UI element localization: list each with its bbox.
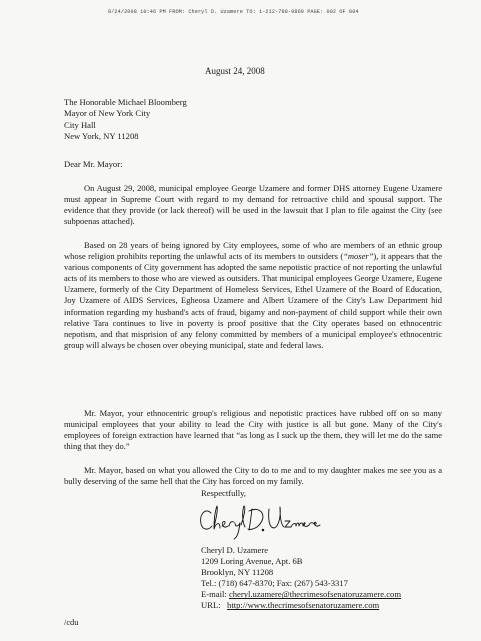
moser-term: “moser”: [343, 251, 374, 262]
letter-date: August 24, 2008: [205, 66, 265, 76]
handwritten-signature: [197, 497, 322, 541]
sender-street: 1209 Loring Avenue, Apt. 6B: [201, 556, 303, 567]
sender-phone: Tel.: (718) 647-8370; Fax: (267) 543-3317: [201, 578, 348, 589]
salutation: Dear Mr. Mayor:: [64, 159, 123, 169]
url-label: URL:: [201, 600, 221, 611]
typist-initials: /cdu: [64, 618, 79, 627]
body-paragraph-2: [64, 240, 442, 351]
email-link[interactable]: cheryl.uzamere@thecrimesofsenatoruzamere.com: [228, 589, 401, 600]
body-paragraph-1: On August 29, 2008, municipal employee George Uzamere and former DHS attorney Eugene Uzamere must appear in Supreme Court with regard to my demand for retroactive child and spousal support. The evidence that they provide (or lack thereof) will be used in the lawsuit that I plan to file against the City (see subpoenas attached).: [64, 183, 442, 227]
email-label: E-mail:: [201, 589, 227, 600]
recipient-title: Mayor of New York City: [64, 108, 151, 119]
sender-name: Cheryl D. Uzamere: [201, 545, 269, 555]
sender-email-line: [201, 589, 401, 600]
paragraph-2-text-end: ), it appears that the various components of City government has adopted the same nepotistic practice of not reporting the unlawful acts of its members to those who are viewed as outsiders. That municipal employees George Uzamere, Eugene Uzamere, formerly of the City Department of Homeless Services, Ethel Uzamere of the Board of Education, Joy Uzamere of AIDS Services, Egheosa Uzamere and Albert Uzamere of the City's Law Department hid information regarding my husband's acts of fraud, bigamy and non-payment of child support while their own relative Tara continues to live in poverty is proof positive that the City operates based on ethnocentric nepotism, and that misprision of any felony committed by members of a municipal employee's ethnocentric group will always be chosen over obeying municipal, state and federal laws.: [64, 251, 442, 350]
website-link[interactable]: http://www.thecrimesofsenatoruzamere.com: [227, 600, 380, 611]
recipient-office: City Hall: [64, 119, 96, 130]
signature-block: [201, 545, 401, 612]
recipient-address: [64, 97, 187, 143]
recipient-city: New York, NY 11208: [64, 131, 139, 142]
recipient-name: The Honorable Michael Bloomberg: [64, 97, 187, 107]
sender-url-line: [201, 600, 401, 611]
fax-header: 8/24/2008 10:46 PM FROM: Cheryl D. Uzamere TO: 1-212-788-9869 PAGE: 002 OF 004: [108, 9, 359, 15]
closing: Respectfully,: [201, 488, 247, 498]
body-paragraph-4: Mr. Mayor, based on what you allowed the City to do to me and to my daughter makes me see you as a bully deserving of the same hell that the City has forced on my family.: [64, 465, 442, 487]
body-paragraph-3: Mr. Mayor, your ethnocentric group's religious and nepotistic practices have rubbed off on so many municipal employees that your ability to lead the City with justice is all but gone. Many of the City's employees of foreign extraction have learned that “as long as I suck up the them, they will let me do the same thing that they do.”: [64, 408, 442, 452]
sender-city: Brooklyn, NY 11208: [201, 567, 274, 578]
paragraph-2-text-start: Based on 28 years of being ignored by City employees, some of who are members of an ethnic group whose religion prohibits reporting the unlawful acts of its members to outsiders (: [64, 240, 442, 262]
